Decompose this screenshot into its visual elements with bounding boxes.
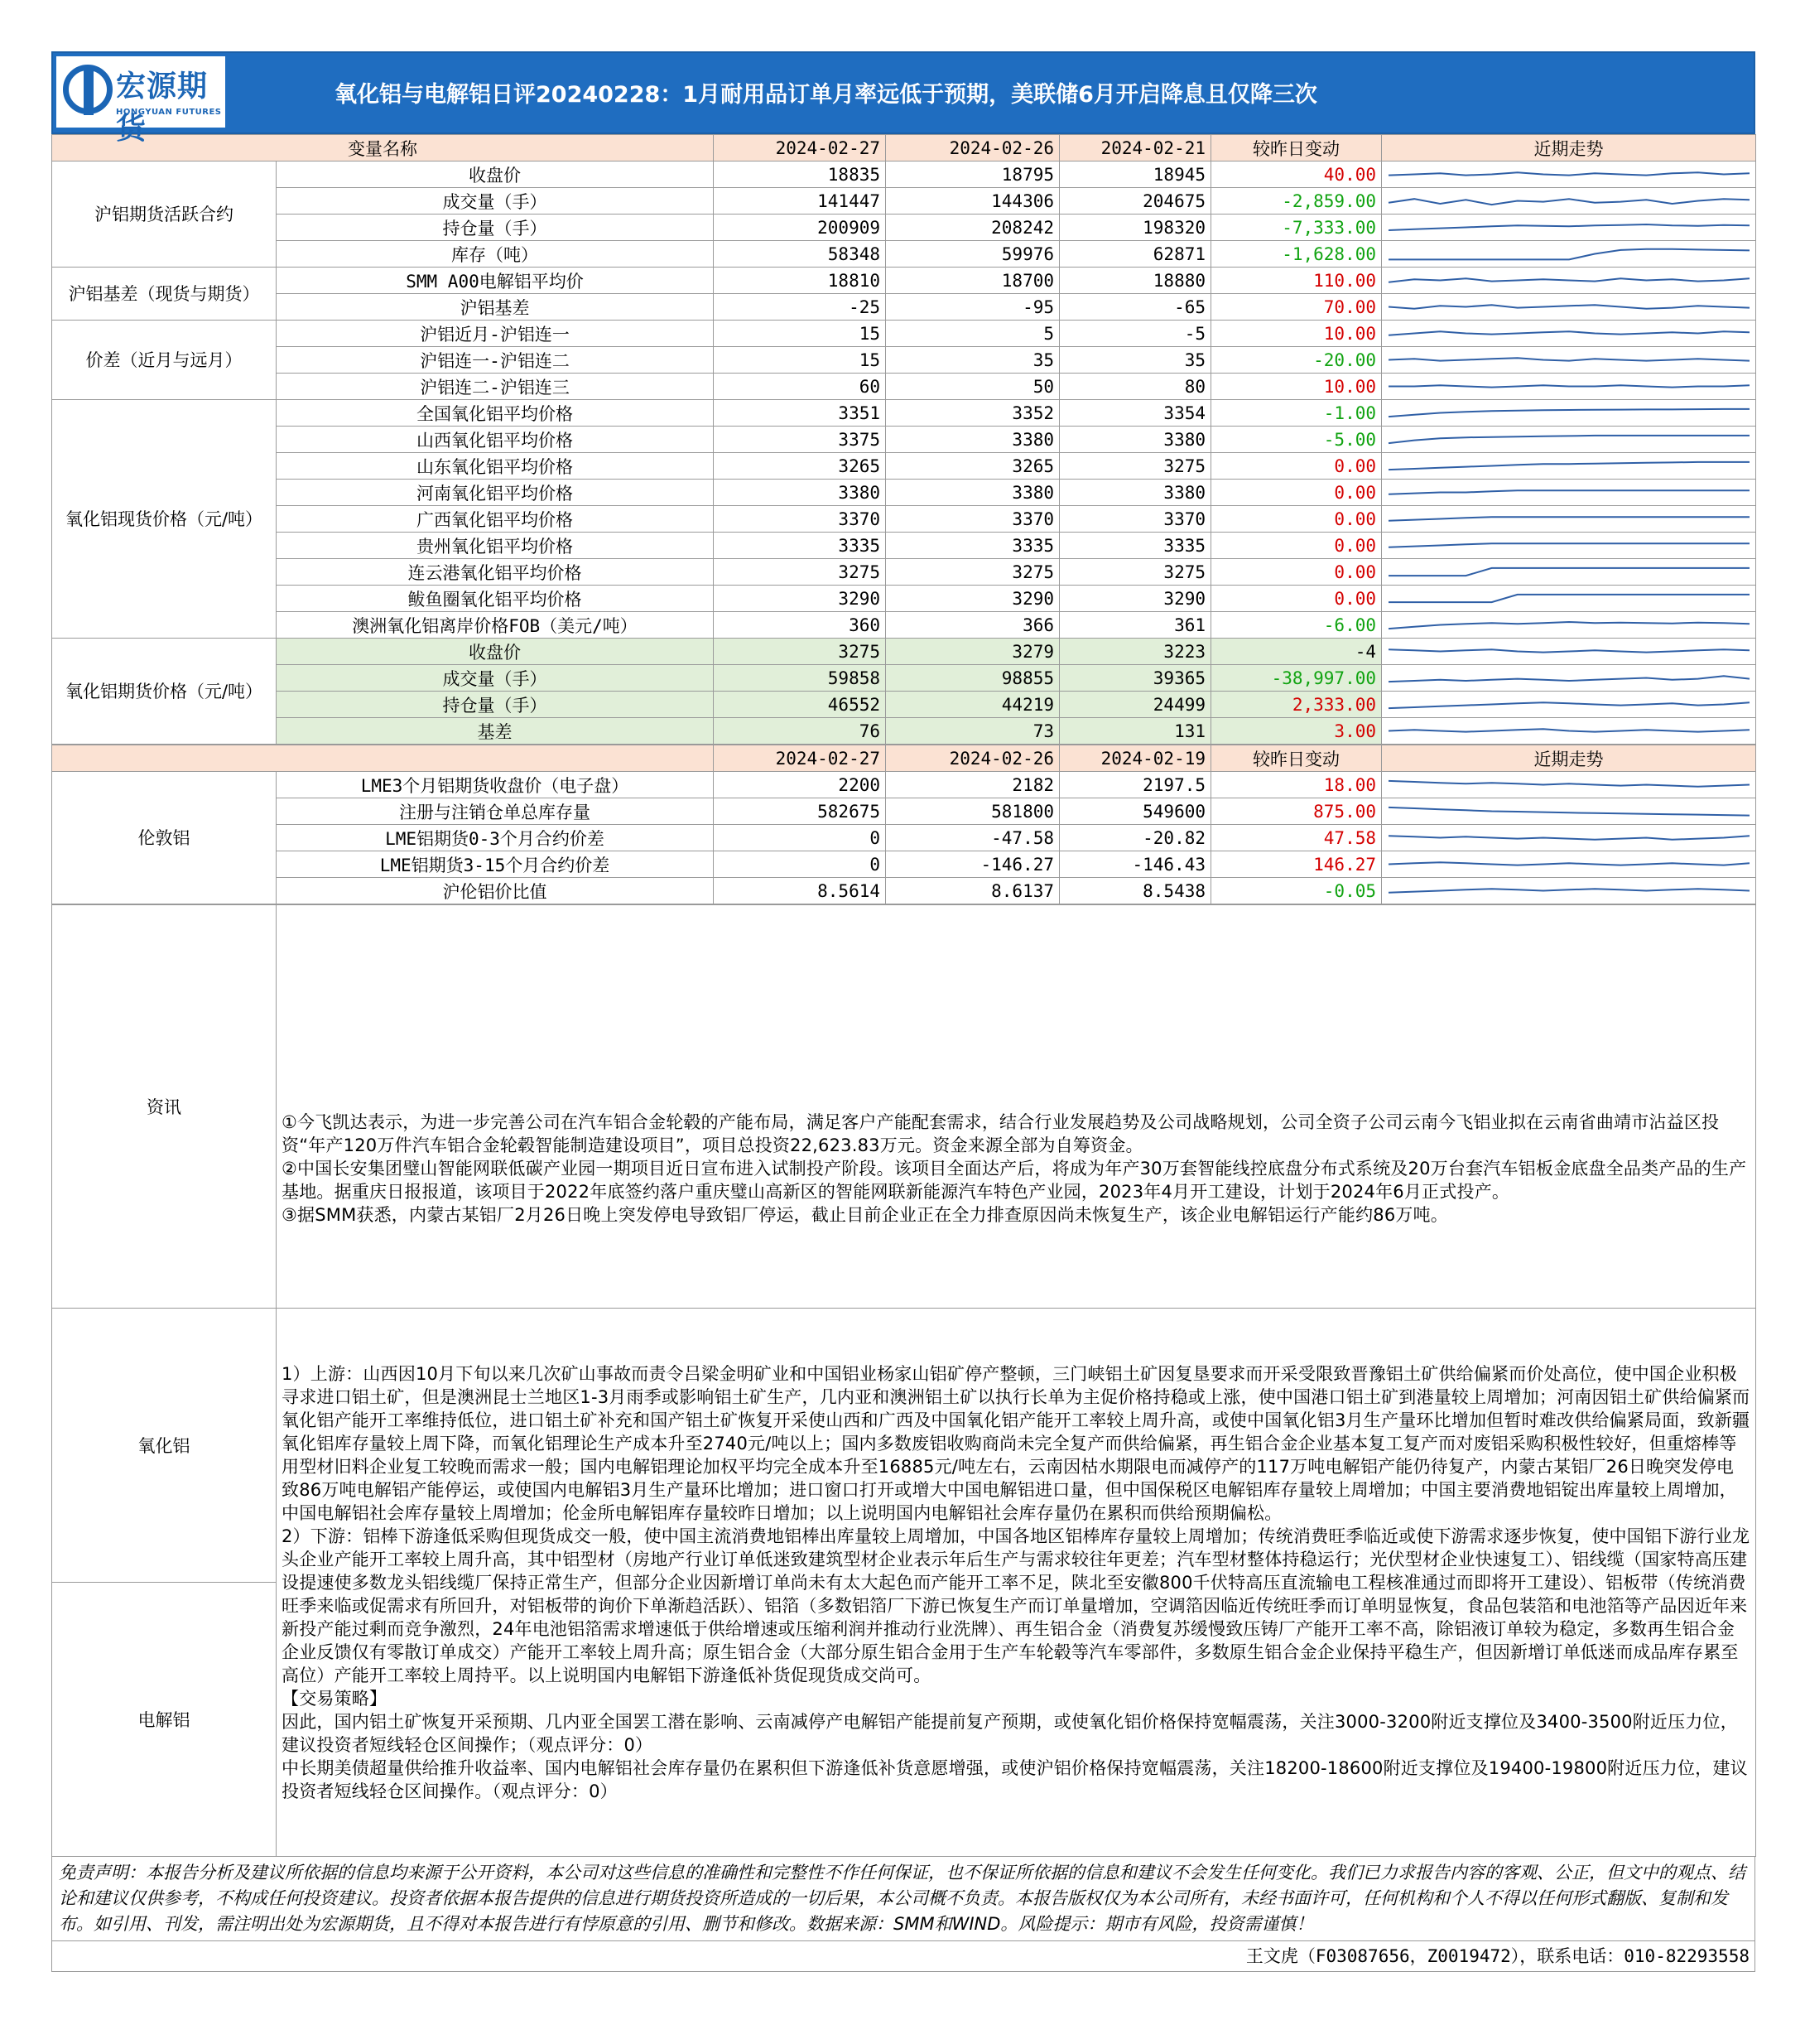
- trend-cell: [1382, 612, 1756, 639]
- value-date-3: 204675: [1060, 188, 1211, 215]
- logo-text-en: HONGYUAN FUTURES: [116, 108, 222, 117]
- variable-label: 成交量（手）: [277, 665, 714, 692]
- trend-cell: [1382, 241, 1756, 268]
- value-date-2: 366: [886, 612, 1060, 639]
- value-date-3: 3275: [1060, 559, 1211, 586]
- value-date-1: 141447: [714, 188, 886, 215]
- alumina-section-label: 氧化铝: [52, 1309, 276, 1583]
- variable-label: 连云港氧化铝平均价格: [277, 559, 714, 586]
- header-daily-change: 较昨日变动: [1211, 135, 1382, 161]
- table-row: [52, 188, 1756, 215]
- value-date-1: 8.5614: [714, 878, 886, 904]
- table-row: [52, 798, 1756, 825]
- variable-label: 库存（吨）: [277, 241, 714, 268]
- daily-change: 10.00: [1211, 374, 1382, 400]
- value-date-3: 3354: [1060, 400, 1211, 427]
- trend-line: [1389, 649, 1750, 652]
- trend-line: [1389, 490, 1750, 494]
- table-header-row: [52, 745, 1756, 772]
- variable-label: 持仓量（手）: [277, 215, 714, 241]
- variable-label: 沪铝基差: [277, 294, 714, 321]
- value-date-1: 3275: [714, 639, 886, 665]
- news-item: ①今飞凯达表示，为进一步完善公司在汽车铝合金轮毂的产能布局，满足客户产能配套需求，结合行业发展趋势及公司战略规划，公司全资子公司云南今飞铝业拟在云南省曲靖市沾益区投资“年产120万件汽车铝合金轮毂智能制造建设项目”，项目总投资22,623.83万元。资金来源全部为自筹资金。: [282, 1112, 1720, 1155]
- trend-line: [1389, 172, 1750, 175]
- value-date-1: 60: [714, 374, 886, 400]
- trend-sparkline: [1382, 294, 1756, 320]
- table-row: [52, 878, 1756, 904]
- trend-sparkline: [1382, 533, 1756, 558]
- variable-label: 鲅鱼圈氧化铝平均价格: [277, 586, 714, 612]
- news-section-label: 资讯: [52, 905, 277, 1309]
- value-date-3: 3370: [1060, 506, 1211, 533]
- trend-sparkline: [1382, 400, 1756, 426]
- header-recent-trend: 近期走势: [1382, 135, 1756, 161]
- trend-line: [1389, 622, 1750, 629]
- value-date-2: 8.6137: [886, 878, 1060, 904]
- trend-line: [1389, 436, 1750, 443]
- trend-cell: [1382, 851, 1756, 878]
- trend-line: [1389, 676, 1750, 682]
- logo-text-cn: 宏源期货: [116, 70, 209, 146]
- strategy-alumina: 因此，国内铝土矿恢复开采预期、几内亚全国罢工潜在影响、云南减停产电解铝产能提前复产预期，或使氧化铝价格保持宽幅震荡，关注3000-3200附近支撑位及3400-3500附近压力位，建议投资者短线轻仓区间操作；（观点评分：0）: [282, 1711, 1738, 1755]
- daily-change: 18.00: [1211, 772, 1382, 798]
- trend-cell: [1382, 718, 1756, 745]
- value-date-3: -65: [1060, 294, 1211, 321]
- trend-sparkline: [1382, 374, 1756, 399]
- trend-sparkline: [1382, 347, 1756, 373]
- table-row: [52, 559, 1756, 586]
- value-date-3: 35: [1060, 347, 1211, 374]
- value-date-2: 5: [886, 321, 1060, 347]
- daily-change: 2,333.00: [1211, 692, 1382, 718]
- value-date-1: 3335: [714, 533, 886, 559]
- group-label: 价差（近月与远月）: [52, 321, 277, 400]
- value-date-3: 80: [1060, 374, 1211, 400]
- trend-line: [1389, 385, 1750, 387]
- table-row: [52, 215, 1756, 241]
- trend-sparkline: [1382, 878, 1756, 904]
- value-date-3: 131: [1060, 718, 1211, 745]
- table-row: [52, 294, 1756, 321]
- report-title: 氧化铝与电解铝日评20240228：1月耐用品订单月率远低于预期，美联储6月开启降息且仅降三次: [335, 82, 1317, 108]
- variable-label: 沪伦铝价比值: [277, 878, 714, 904]
- table-row: [52, 772, 1756, 798]
- analysis-downstream: 2）下游：铝棒下游逢低采购但现货成交一般，使中国主流消费地铝棒出库量较上周增加，中国各地区铝棒库存量较上周增加；传统消费旺季临近或使下游需求逐步恢复，使中国铝下游行业龙头企业产能开工率较上周升高，其中铝型材（房地产行业订单低迷致建筑型材企业表示年后生产与需求较往年更差；汽车型材整体持稳运行；光伏型材企业快速复工）、铝线缆（国家特高压建设提速使多数龙头铝线缆厂保持正常生产，但部分企业因新增订单尚未有太大起色而产能开工率不足，陕北至安徽800千伏特高压直流输电工程核准通过而即将开工建设）、铝板带（传统消费旺季来临或促需求有所回升，对铝板带的询价下单渐趋活跃）、铝箔（多数铝箔厂下游已恢复生产而订单量增加，空调箔因临近传统旺季而订单明显恢复，食品包装箔和电池箔等产品因近年来新投产能过剩而竞争激烈，24年电池铝箔需求增速低于供给增速或压缩利润并推动行业洗牌）、再生铝合金（消费复苏缓慢致压铸厂产能开工率不高，除铝液订单较为稳定，多数再生铝合金企业反馈仅有零散订单成交）产能开工率较上周升高；原生铝合金（大部分原生铝合金用于生产车轮毂等汽车零部件，多数原生铝合金企业保持平稳生产，但因新增订单低迷而成品库存累至高位）产能开工率较上周持平。以上说明国内电解铝下游逢低补货促现货成交尚可。: [282, 1526, 1750, 1685]
- table-row: [52, 453, 1756, 480]
- trend-cell: [1382, 215, 1756, 241]
- header-date-2: 2024-02-26: [886, 135, 1060, 161]
- disclaimer: 免责声明：本报告分析及建议所依据的信息均来源于公开资料，本公司对这些信息的准确性和完整性不作任何保证，也不保证所依据的信息和建议不会发生任何变化。我们已力求报告内容的客观、公正，但文中的观点、结论和建议仅供参考，不构成任何投资建议。投资者依据本报告提供的信息进行期货投资所造成的一切后果，本公司概不负责。本报告版权仅为本公司所有，未经书面许可，任何机构和个人不得以任何形式翻版、复制和发布。如引用、刊发，需注明出处为宏源期货，且不得对本报告进行有悖原意的引用、删节和修改。数据来源：SMM和WIND。风险提示：期市有风险，投资需谨慎！: [51, 1857, 1755, 1941]
- value-date-1: 3380: [714, 480, 886, 506]
- value-date-2: 59976: [886, 241, 1060, 268]
- trend-line: [1389, 199, 1750, 205]
- trend-cell: [1382, 586, 1756, 612]
- variable-label: 沪铝连一-沪铝连二: [277, 347, 714, 374]
- header-date-1: 2024-02-27: [714, 135, 886, 161]
- trend-line: [1389, 249, 1750, 260]
- variable-label: 贵州氧化铝平均价格: [277, 533, 714, 559]
- daily-change: 0.00: [1211, 559, 1382, 586]
- trend-line: [1389, 595, 1750, 602]
- report-header: [51, 51, 1755, 146]
- trend-sparkline: [1382, 427, 1756, 452]
- trend-cell: [1382, 825, 1756, 851]
- trend-line: [1389, 331, 1750, 335]
- table-row: [52, 586, 1756, 612]
- value-date-1: 3370: [714, 506, 886, 533]
- table-row: [52, 400, 1756, 427]
- trend-line: [1389, 517, 1750, 521]
- variable-label: 广西氧化铝平均价格: [277, 506, 714, 533]
- table-row: [52, 718, 1756, 745]
- analysis-body: [277, 1309, 1756, 1857]
- news-item: ③据SMM获悉，内蒙古某铝厂2月26日晚上突发停电导致铝厂停运，截止目前企业正在全力排查原因尚未恢复生产，该企业电解铝运行产能约86万吨。: [282, 1205, 1448, 1225]
- trend-cell: [1382, 878, 1756, 904]
- trend-line: [1389, 781, 1750, 787]
- daily-change: -2,859.00: [1211, 188, 1382, 215]
- value-date-1: 0: [714, 851, 886, 878]
- variable-label: 山东氧化铝平均价格: [277, 453, 714, 480]
- daily-change: 0.00: [1211, 506, 1382, 533]
- daily-change: -5.00: [1211, 427, 1382, 453]
- header-date-3: 2024-02-21: [1060, 135, 1211, 161]
- variable-label: LME铝期货0-3个月合约价差: [277, 825, 714, 851]
- table-row: [52, 241, 1756, 268]
- header-daily-change: 较昨日变动: [1211, 745, 1382, 772]
- daily-change: 0.00: [1211, 453, 1382, 480]
- value-date-1: 59858: [714, 665, 886, 692]
- trend-cell: [1382, 347, 1756, 374]
- value-date-2: 581800: [886, 798, 1060, 825]
- value-date-3: 8.5438: [1060, 878, 1211, 904]
- trend-line: [1389, 409, 1750, 417]
- trend-cell: [1382, 506, 1756, 533]
- group-label: 沪铝期货活跃合约: [52, 161, 277, 268]
- trend-sparkline: [1382, 586, 1756, 611]
- trend-sparkline: [1382, 559, 1756, 585]
- value-date-1: 3275: [714, 559, 886, 586]
- value-date-3: 2197.5: [1060, 772, 1211, 798]
- daily-change: 146.27: [1211, 851, 1382, 878]
- trend-line: [1389, 568, 1750, 576]
- value-date-1: 3265: [714, 453, 886, 480]
- value-date-2: 3380: [886, 427, 1060, 453]
- variable-label: LME铝期货3-15个月合约价差: [277, 851, 714, 878]
- value-date-2: 3380: [886, 480, 1060, 506]
- table-row: [52, 612, 1756, 639]
- table-row: [52, 639, 1756, 665]
- daily-change: 0.00: [1211, 533, 1382, 559]
- table-header-row: [52, 135, 1756, 161]
- value-date-1: 46552: [714, 692, 886, 718]
- value-date-3: 549600: [1060, 798, 1211, 825]
- trend-sparkline: [1382, 321, 1756, 346]
- value-date-2: 3279: [886, 639, 1060, 665]
- trend-sparkline: [1382, 639, 1756, 664]
- daily-change: -6.00: [1211, 612, 1382, 639]
- variable-label: 注册与注销仓单总库存量: [277, 798, 714, 825]
- daily-change: 110.00: [1211, 268, 1382, 294]
- variable-label: 河南氧化铝平均价格: [277, 480, 714, 506]
- variable-label: 基差: [277, 718, 714, 745]
- trend-cell: [1382, 188, 1756, 215]
- trend-line: [1389, 543, 1750, 547]
- trend-sparkline: [1382, 718, 1756, 744]
- daily-change: -38,997.00: [1211, 665, 1382, 692]
- trend-line: [1389, 729, 1750, 731]
- value-date-2: -47.58: [886, 825, 1060, 851]
- analysis-upstream: 1）上游：山西因10月下旬以来几次矿山事故而责令吕梁金明矿业和中国铝业杨家山铝矿停产整顿，三门峡铝土矿因复垦要求而开采受限致晋豫铝土矿供给偏紧而价处高位，使中国企业积极寻求进口铝土矿，但是澳洲昆士兰地区1-3月雨季或影响铝土矿生产，几内亚和澳洲铝土矿以执行长单为主促价格持稳或上涨，使中国港口铝土矿到港量较上周增加；河南因铝土矿供给偏紧而氧化铝产能开工率维持低位，进口铝土矿补充和国产铝土矿恢复开采使山西和广西及中国氧化铝产能开工率较上周升高，或使中国氧化铝3月生产量环比增加但暂时难改供给偏紧局面，致新疆氧化铝库存量较上周下降，而氧化铝理论生产成本升至2740元/吨以上；国内多数废铝收购商尚未完全复产而供给偏紧，再生铝合金企业基本复工复产而对废铝采购积极性较好，但重熔棒等用型材旧料企业复工较晚而需求一般；国内电解铝理论加权平均完全成本升至16885元/吨左右，云南因枯水期限电而减停产的117万吨电解铝产能仍待复产，内蒙古某铝厂26日晚突发停电致86万吨电解铝产能停运，或使国内电解铝3月生产量环比增加；进口窗口打开或增大中国电解铝进口量，但中国保税区电解铝库存量较上周增加；中国主要消费地铝锭出库量较上周增加，中国电解铝社会库存量较上周增加；伦金所电解铝库存量较昨日增加；以上说明国内电解铝社会库存量仍在累积而供给预期偏松。: [282, 1363, 1750, 1523]
- strategy-heading: 【交易策略】: [282, 1688, 387, 1709]
- value-date-1: 0: [714, 825, 886, 851]
- daily-change: 0.00: [1211, 480, 1382, 506]
- value-date-1: 3290: [714, 586, 886, 612]
- variable-label: 澳洲氧化铝离岸价格FOB（美元/吨）: [277, 612, 714, 639]
- value-date-1: 58348: [714, 241, 886, 268]
- header-date-1: 2024-02-27: [714, 745, 886, 772]
- value-date-3: -5: [1060, 321, 1211, 347]
- value-date-3: 361: [1060, 612, 1211, 639]
- group-label: 伦敦铝: [52, 772, 277, 904]
- value-date-1: 18835: [714, 161, 886, 188]
- trend-cell: [1382, 427, 1756, 453]
- value-date-3: 3335: [1060, 533, 1211, 559]
- daily-change: 875.00: [1211, 798, 1382, 825]
- value-date-2: 208242: [886, 215, 1060, 241]
- value-date-1: 15: [714, 347, 886, 374]
- value-date-3: -146.43: [1060, 851, 1211, 878]
- trend-sparkline: [1382, 798, 1756, 824]
- trend-line: [1389, 836, 1750, 840]
- trend-cell: [1382, 400, 1756, 427]
- daily-change: -0.05: [1211, 878, 1382, 904]
- value-date-3: 198320: [1060, 215, 1211, 241]
- value-date-2: 18795: [886, 161, 1060, 188]
- table-row: [52, 825, 1756, 851]
- trend-cell: [1382, 294, 1756, 321]
- trend-line: [1389, 358, 1750, 360]
- analyst-contact: 王文虎（F03087656，Z0019472），联系电话：010-82293558: [51, 1941, 1755, 1972]
- trend-line: [1389, 224, 1750, 230]
- value-date-2: 35: [886, 347, 1060, 374]
- table-row: [52, 692, 1756, 718]
- trend-cell: [1382, 559, 1756, 586]
- trend-sparkline: [1382, 772, 1756, 798]
- table-row: [52, 665, 1756, 692]
- value-date-2: 3275: [886, 559, 1060, 586]
- value-date-2: 18700: [886, 268, 1060, 294]
- domestic-data-table: [51, 134, 1756, 745]
- value-date-2: -146.27: [886, 851, 1060, 878]
- variable-label: 全国氧化铝平均价格: [277, 400, 714, 427]
- value-date-3: 3223: [1060, 639, 1211, 665]
- strategy-aluminum: 中长期美债超量供给推升收益率、国内电解铝社会库存量仍在累积但下游逢低补货意愿增强，或使沪铝价格保持宽幅震荡，关注18200-18600附近支撑位及19400-19800附近压力位，建议投资者短线轻仓区间操作。（观点评分：0）: [282, 1757, 1748, 1801]
- variable-label: 收盘价: [277, 161, 714, 188]
- table-row: [52, 427, 1756, 453]
- trend-sparkline: [1382, 453, 1756, 479]
- lme-data-table: [51, 745, 1756, 904]
- value-date-2: -95: [886, 294, 1060, 321]
- table-row: [52, 851, 1756, 878]
- report-sheet: [51, 51, 1755, 1972]
- trend-cell: [1382, 665, 1756, 692]
- value-date-2: 73: [886, 718, 1060, 745]
- value-date-1: 3375: [714, 427, 886, 453]
- value-date-3: 24499: [1060, 692, 1211, 718]
- value-date-1: 200909: [714, 215, 886, 241]
- daily-change: 3.00: [1211, 718, 1382, 745]
- value-date-2: 98855: [886, 665, 1060, 692]
- trend-cell: [1382, 268, 1756, 294]
- trend-cell: [1382, 321, 1756, 347]
- table-row: [52, 347, 1756, 374]
- daily-change: 70.00: [1211, 294, 1382, 321]
- news-item: ②中国长安集团璧山智能网联低碳产业园一期项目近日宣布进入试制投产阶段。该项目全面达产后，将成为年产30万套智能线控底盘分布式系统及20万台套汽车铝板金底盘全品类产品的生产基地。据重庆日报报道，该项目于2022年底签约落户重庆璧山高新区的智能网联新能源汽车特色产业园，2023年4月开工建设，计划于2024年6月正式投产。: [282, 1159, 1747, 1202]
- trend-cell: [1382, 692, 1756, 718]
- value-date-1: 18810: [714, 268, 886, 294]
- value-date-3: 18945: [1060, 161, 1211, 188]
- variable-label: 收盘价: [277, 639, 714, 665]
- trend-cell: [1382, 161, 1756, 188]
- group-label: 氧化铝期货价格（元/吨）: [52, 639, 277, 745]
- trend-sparkline: [1382, 188, 1756, 214]
- news-body: [277, 905, 1756, 1309]
- table-row: [52, 533, 1756, 559]
- trend-sparkline: [1382, 161, 1756, 187]
- header-blank: [52, 745, 714, 772]
- variable-label: 沪铝连二-沪铝连三: [277, 374, 714, 400]
- trend-sparkline: [1382, 825, 1756, 851]
- variable-label: 山西氧化铝平均价格: [277, 427, 714, 453]
- header-variable-name: 变量名称: [52, 135, 714, 161]
- value-date-2: 3370: [886, 506, 1060, 533]
- trend-sparkline: [1382, 215, 1756, 240]
- trend-sparkline: [1382, 665, 1756, 691]
- table-row: [52, 161, 1756, 188]
- value-date-2: 3335: [886, 533, 1060, 559]
- value-date-2: 44219: [886, 692, 1060, 718]
- group-label: 氧化铝现货价格（元/吨）: [52, 400, 277, 639]
- trend-line: [1389, 702, 1750, 708]
- value-date-2: 2182: [886, 772, 1060, 798]
- table-row: [52, 268, 1756, 294]
- daily-change: 47.58: [1211, 825, 1382, 851]
- table-row: [52, 506, 1756, 533]
- commentary-table: [51, 904, 1756, 1857]
- value-date-1: 2200: [714, 772, 886, 798]
- trend-sparkline: [1382, 612, 1756, 638]
- header-recent-trend: 近期走势: [1382, 745, 1756, 772]
- variable-label: SMM A00电解铝平均价: [277, 268, 714, 294]
- trend-line: [1389, 305, 1750, 309]
- logo-mark-icon: [63, 65, 113, 114]
- value-date-1: 3351: [714, 400, 886, 427]
- value-date-1: 360: [714, 612, 886, 639]
- value-date-3: -20.82: [1060, 825, 1211, 851]
- daily-change: -20.00: [1211, 347, 1382, 374]
- analysis-labels: [52, 1309, 277, 1857]
- trend-sparkline: [1382, 480, 1756, 505]
- daily-change: -4: [1211, 639, 1382, 665]
- value-date-3: 3380: [1060, 480, 1211, 506]
- value-date-3: 3380: [1060, 427, 1211, 453]
- company-logo: [56, 56, 225, 146]
- value-date-3: 62871: [1060, 241, 1211, 268]
- trend-cell: [1382, 374, 1756, 400]
- value-date-3: 3275: [1060, 453, 1211, 480]
- table-row: [52, 374, 1756, 400]
- trend-line: [1389, 462, 1750, 470]
- trend-sparkline: [1382, 692, 1756, 717]
- daily-change: 0.00: [1211, 586, 1382, 612]
- aluminum-section-label: 电解铝: [137, 1710, 190, 1730]
- trend-cell: [1382, 480, 1756, 506]
- daily-change: -1.00: [1211, 400, 1382, 427]
- value-date-1: 15: [714, 321, 886, 347]
- trend-sparkline: [1382, 851, 1756, 877]
- daily-change: -7,333.00: [1211, 215, 1382, 241]
- variable-label: 沪铝近月-沪铝连一: [277, 321, 714, 347]
- trend-cell: [1382, 772, 1756, 798]
- trend-sparkline: [1382, 268, 1756, 293]
- trend-line: [1389, 862, 1750, 865]
- table-row: [52, 480, 1756, 506]
- variable-label: LME3个月铝期货收盘价（电子盘）: [277, 772, 714, 798]
- trend-cell: [1382, 639, 1756, 665]
- value-date-1: -25: [714, 294, 886, 321]
- value-date-3: 3290: [1060, 586, 1211, 612]
- value-date-2: 144306: [886, 188, 1060, 215]
- value-date-2: 50: [886, 374, 1060, 400]
- trend-sparkline: [1382, 241, 1756, 267]
- trend-cell: [1382, 453, 1756, 480]
- value-date-1: 582675: [714, 798, 886, 825]
- table-row: [52, 321, 1756, 347]
- daily-change: 10.00: [1211, 321, 1382, 347]
- variable-label: 成交量（手）: [277, 188, 714, 215]
- trend-line: [1389, 889, 1750, 893]
- value-date-2: 3352: [886, 400, 1060, 427]
- header-date-3: 2024-02-19: [1060, 745, 1211, 772]
- trend-sparkline: [1382, 506, 1756, 532]
- value-date-2: 3265: [886, 453, 1060, 480]
- header-date-2: 2024-02-26: [886, 745, 1060, 772]
- trend-line: [1389, 807, 1750, 816]
- group-label: 沪铝基差（现货与期货）: [52, 268, 277, 321]
- value-date-3: 18880: [1060, 268, 1211, 294]
- value-date-3: 39365: [1060, 665, 1211, 692]
- trend-cell: [1382, 533, 1756, 559]
- value-date-2: 3290: [886, 586, 1060, 612]
- variable-label: 持仓量（手）: [277, 692, 714, 718]
- daily-change: 40.00: [1211, 161, 1382, 188]
- trend-line: [1389, 278, 1750, 282]
- value-date-1: 76: [714, 718, 886, 745]
- daily-change: -1,628.00: [1211, 241, 1382, 268]
- trend-cell: [1382, 798, 1756, 825]
